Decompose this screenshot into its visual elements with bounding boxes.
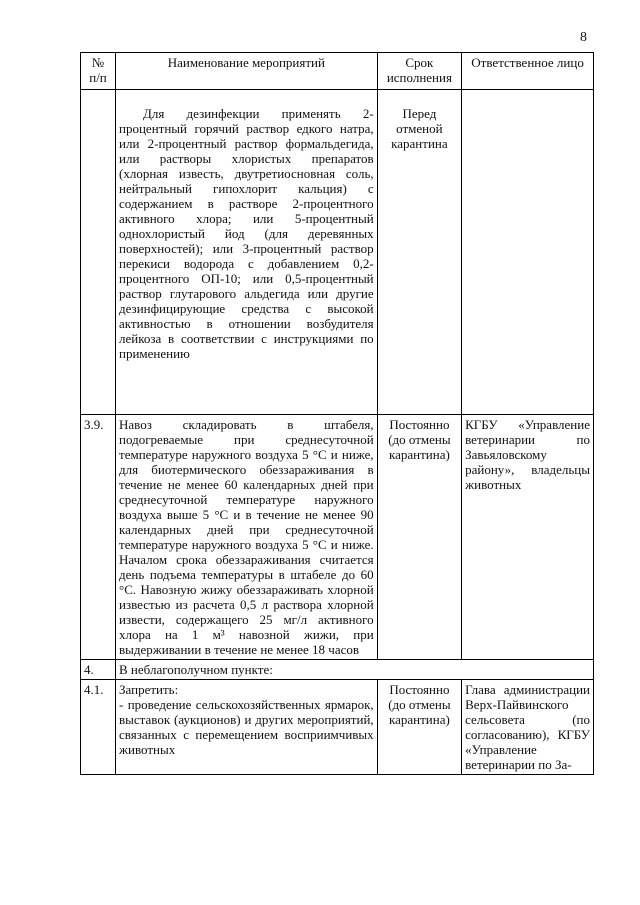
header-responsible: Ответственное лицо	[462, 53, 594, 90]
table-row	[81, 415, 594, 660]
disinfection-text: Для дезинфекции применять 2-процентный горячий раствор едкого натра, или 2-процентный раствор формальдегида, или растворы хлористых препаратов (хлорная известь, двутретиосновная соль, нейтральный гипохлорит кальция) с содержанием в растворе 2-процентного активного хлора; или 5-процентный однохлористый йод (для деревянных поверхностей); или 3-процентный раствор перекиси водорода с добавлением 0,2-процентного ОП-10; или 0,5-процентный раствор глутарового альдегида или другие дезинфицирующие средства с высокой активностью в отношении возбудителя лейкоза в соответствии с инструкциями по применению	[119, 106, 374, 361]
row-num: 4.1.	[81, 680, 116, 775]
page-number: 8	[580, 30, 587, 45]
row-responsible: КГБУ «Управление ветеринарии по Завьяловскому району», владельцы животных	[462, 415, 594, 660]
row-text	[116, 90, 378, 415]
row-title: Запретить:	[119, 682, 179, 697]
header-name: Наименование мероприятий	[116, 53, 378, 90]
row-term: Перед отменой карантина	[377, 90, 461, 415]
row-num: 3.9.	[81, 415, 116, 660]
row-item: - проведение сельскохозяйственных ярмарок, выставок (аукционов) и других мероприятий, связанных с перемещением восприимчивых животных	[119, 697, 374, 757]
row-responsible	[462, 90, 594, 415]
row-text: Навоз складировать в штабеля, подогреваемые при среднесуточной температуре наружного воздуха 5 °С и ниже, для биотермического обеззараживания в течение не менее 60 календарных дней при среднесуточной температуре наружного воздуха выше 5 °С и в течение не менее 90 календарных дней при среднесуточной температуре наружного воздуха 5 °С и ниже. Началом срока обеззараживания считается день подъема температуры в штабеле до 60 °С. Навозную жижу обеззараживать хлорной известью из расчета 0,5 л раствора хлорной извести, содержащего 25 мг/л активного хлора на 1 м³ навозной жижи, при выдерживании в течение не менее 18 часов	[116, 415, 378, 660]
measures-table	[80, 52, 594, 775]
table-row	[81, 90, 594, 415]
header-num: № п/п	[81, 53, 116, 90]
table-header-row	[81, 53, 594, 90]
table-row	[81, 660, 594, 680]
row-term: Постоянно (до отмены карантина)	[377, 415, 461, 660]
table-row	[81, 680, 594, 775]
row-num	[81, 90, 116, 415]
header-term: Срок исполнения	[377, 53, 461, 90]
row-text: В неблагополучном пункте:	[116, 660, 594, 680]
row-responsible: Глава администрации Верх-Пайвинского сельсовета (по согласованию), КГБУ «Управление ветеринарии по За-	[462, 680, 594, 775]
row-text	[116, 680, 378, 775]
row-num: 4.	[81, 660, 116, 680]
row-term: Постоянно (до отмены карантина)	[377, 680, 461, 775]
